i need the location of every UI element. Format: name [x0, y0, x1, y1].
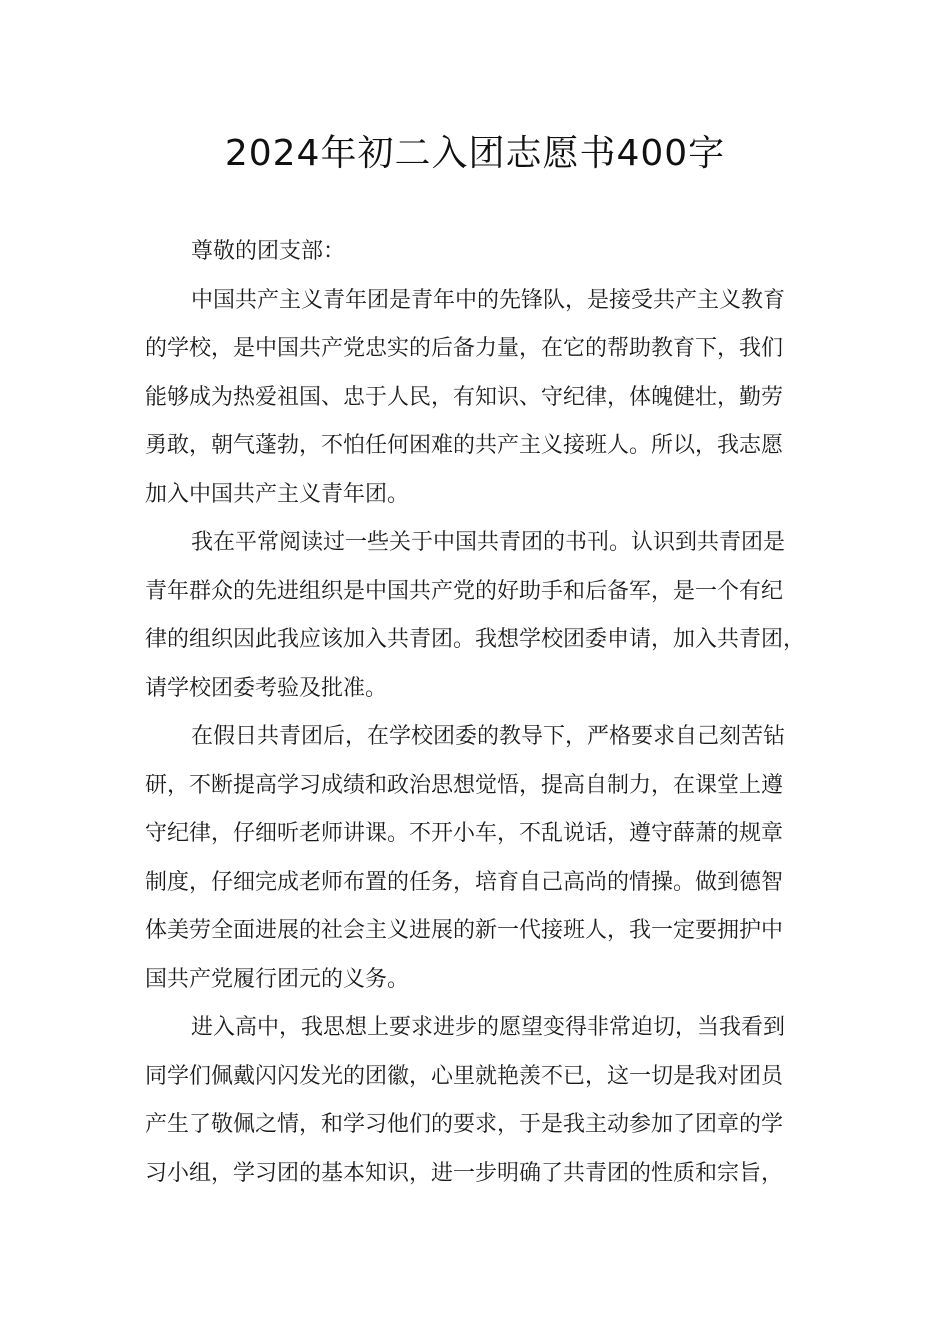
- paragraph-2-line-3: 律的组织因此我应该加入共青团。我想学校团委申请，加入共青团，: [145, 627, 806, 652]
- paragraph-3-line-2: 研，不断提高学习成绩和政治思想觉悟，提高自制力，在课堂上遵: [145, 772, 784, 798]
- document-body: [145, 228, 815, 1198]
- paragraph-1-line-4: 勇敢，朝气蓬勃，不怕任何困难的共产主义接班人。所以，我志愿: [145, 433, 784, 458]
- paragraph-2-line-2: 青年群众的先进组织是中国共产党的好助手和后备军，是一个有纪: [145, 578, 784, 604]
- paragraph-4-line-4: 习小组，学习团的基本知识，进一步明确了共青团的性质和宗旨，: [145, 1160, 784, 1186]
- paragraph-1-line-2: 的学校，是中国共产党忠实的后备力量，在它的帮助教育下，我们: [145, 336, 784, 361]
- paragraph-4-line-3: 产生了敬佩之情，和学习他们的要求，于是我主动参加了团章的学: [145, 1112, 784, 1137]
- document-title: 2024年初二入团志愿书400字: [224, 133, 726, 174]
- paragraph-1-line-3: 能够成为热爱祖国、忠于人民，有知识、守纪律，体魄健壮，勤劳: [145, 384, 784, 410]
- salutation: 尊敬的团支部：: [191, 239, 346, 264]
- paragraph-1-line-5: 加入中国共产主义青年团。: [145, 481, 410, 507]
- paragraph-4-line-2: 同学们佩戴闪闪发光的团徽，心里就艳羡不已，这一切是我对团员: [145, 1063, 784, 1089]
- paragraph-3-line-3: 守纪律，仔细听老师讲课。不开小车，不乱说话，遵守薛萧的规章: [145, 821, 784, 846]
- paragraph-3-line-6: 国共产党履行团元的义务。: [145, 966, 410, 992]
- paragraph-3-line-1: 在假日共青团后，在学校团委的教导下，严格要求自己刻苦钻: [191, 724, 786, 749]
- paragraph-3-line-5: 体美劳全面进展的社会主义进展的新一代接班人，我一定要拥护中: [145, 918, 784, 943]
- paragraph-1-line-1: 中国共产主义青年团是青年中的先锋队，是接受共产主义教育: [191, 287, 786, 313]
- paragraph-2-line-1: 我在平常阅读过一些关于中国共青团的书刊。认识到共青团是: [191, 530, 786, 555]
- paragraph-4-line-1: 进入高中，我思想上要求进步的愿望变得非常迫切，当我看到: [191, 1015, 786, 1040]
- paragraph-2-line-4: 请学校团委考验及批准。: [145, 675, 388, 701]
- paragraph-3-line-4: 制度，仔细完成老师布置的任务，培育自己高尚的情操。做到德智: [145, 869, 784, 895]
